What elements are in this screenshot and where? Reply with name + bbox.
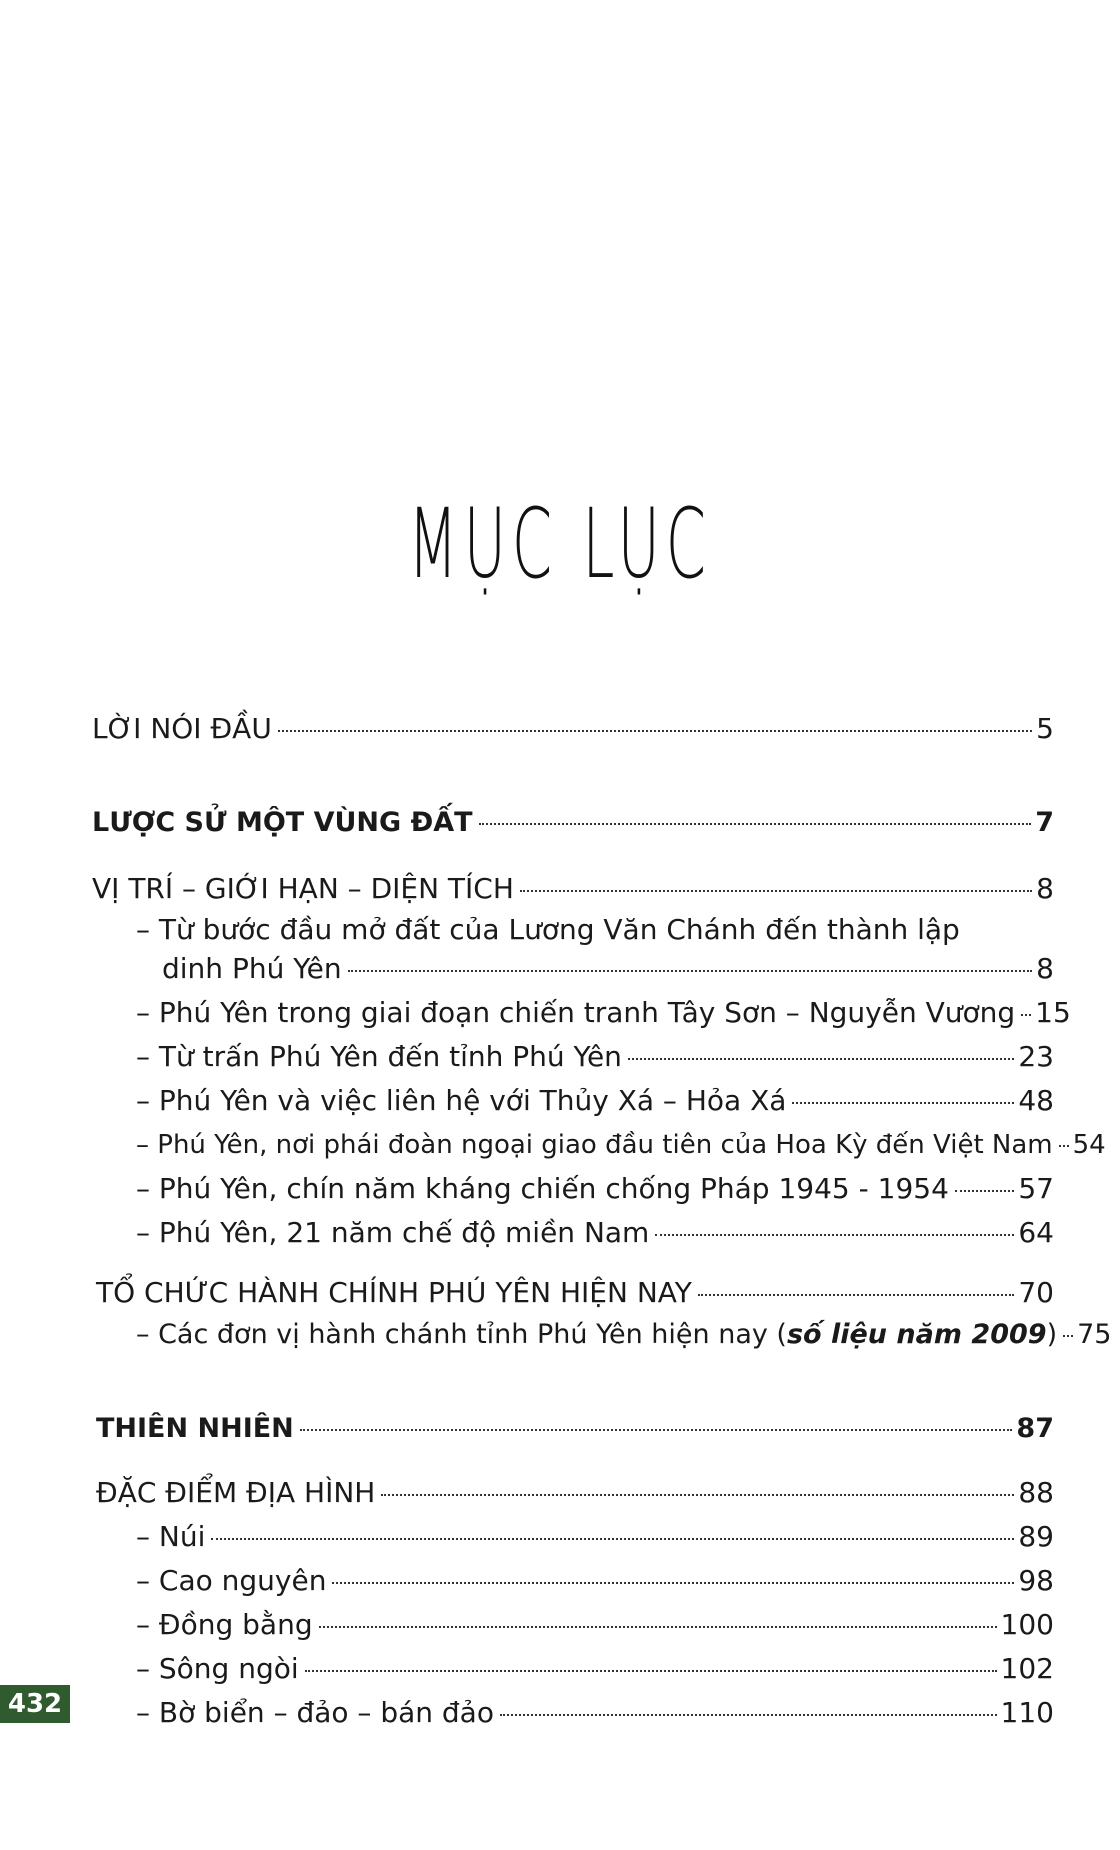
toc-entry-label: LƯỢC SỬ MỘT VÙNG ĐẤT [92, 807, 473, 838]
toc-entry-label [136, 1318, 1057, 1352]
toc-entry-hai-mot-nam[interactable] [136, 1216, 1054, 1250]
toc-entry-label: – Phú Yên và việc liên hệ với Thủy Xá – Hỏa Xá [136, 1084, 787, 1117]
dot-leader [300, 1429, 1013, 1431]
toc-entry-page: 57 [1018, 1172, 1054, 1205]
dot-leader [305, 1670, 997, 1672]
dot-leader [792, 1102, 1014, 1104]
dot-leader [1063, 1335, 1073, 1337]
toc-entry-page: 8 [1036, 872, 1054, 905]
toc-entry-bo-bien[interactable] [136, 1696, 1054, 1730]
toc-entry-page: 87 [1016, 1413, 1054, 1444]
dot-leader [332, 1582, 1014, 1584]
toc-entry-tu-buoc-dau[interactable] [162, 952, 1054, 986]
toc-entry-dong-bang[interactable] [136, 1608, 1054, 1642]
toc-entry-page: 102 [1000, 1652, 1054, 1685]
toc-entry-page: 100 [1000, 1608, 1054, 1641]
dot-leader [278, 730, 1032, 732]
dot-leader [520, 890, 1032, 892]
dot-leader [479, 823, 1032, 825]
dot-leader [698, 1294, 1015, 1296]
dot-leader [655, 1234, 1014, 1236]
toc-entry-label: – Từ trấn Phú Yên đến tỉnh Phú Yên [136, 1040, 622, 1073]
toc-entry-thien-nhien[interactable] [96, 1412, 1054, 1446]
toc-entry-page: 48 [1018, 1084, 1054, 1117]
toc-entry-vi-tri[interactable] [92, 872, 1054, 906]
dot-leader [1021, 1014, 1031, 1016]
toc-entry-label: – Đồng bằng [136, 1608, 313, 1641]
toc-entry-tu-buoc-dau-line1[interactable]: – Từ bước đầu mở đất của Lương Văn Chánh đến thành lập [136, 913, 960, 946]
toc-entry-page: 88 [1018, 1476, 1054, 1509]
toc-entry-page: 5 [1036, 712, 1054, 745]
toc-entry-page: 54 [1072, 1130, 1106, 1160]
toc-entry-label: – Bờ biển – đảo – bán đảo [136, 1696, 494, 1729]
toc-entry-tu-tran[interactable] [136, 1040, 1054, 1074]
toc-entry-label: THIÊN NHIÊN [96, 1413, 294, 1444]
dot-leader [319, 1626, 997, 1628]
toc-entry-label: – Phú Yên, chín năm kháng chiến chống Pháp 1945 - 1954 [136, 1172, 949, 1205]
toc-entry-label: – Sông ngòi [136, 1652, 299, 1685]
toc-entry-dia-hinh[interactable] [96, 1476, 1054, 1510]
toc-entry-label: – Phú Yên, 21 năm chế độ miền Nam [136, 1216, 650, 1249]
toc-entry-label: – Núi [136, 1520, 206, 1553]
toc-entry-label-emphasis: số liệu năm 2009 [786, 1319, 1047, 1350]
page-title: MỤC LỤC [408, 488, 712, 600]
toc-entry-page: 110 [1000, 1696, 1054, 1729]
toc-entry-cao-nguyen[interactable] [136, 1564, 1054, 1598]
toc-entry-label: VỊ TRÍ – GIỚI HẠN – DIỆN TÍCH [92, 872, 514, 905]
toc-entry-label: TỔ CHỨC HÀNH CHÍNH PHÚ YÊN HIỆN NAY [96, 1276, 692, 1309]
toc-entry-page: 7 [1035, 807, 1054, 838]
toc-entry-to-chuc[interactable] [96, 1276, 1054, 1310]
toc-entry-label: – Cao nguyên [136, 1564, 327, 1597]
toc-entry-label-a: – Các đơn vị hành chánh tỉnh Phú Yên hiện nay ( [136, 1319, 787, 1350]
toc-entry-label-b: ) [1046, 1319, 1058, 1350]
toc-entry-hoa-ky[interactable] [136, 1128, 1106, 1162]
toc-entry-song-ngoi[interactable] [136, 1652, 1054, 1686]
toc-entry-page: 89 [1018, 1520, 1054, 1553]
dot-leader [381, 1494, 1014, 1496]
toc-entry-label: – Phú Yên, nơi phái đoàn ngoại giao đầu tiên của Hoa Kỳ đến Việt Nam [136, 1130, 1053, 1160]
toc-entry-page: 8 [1036, 952, 1054, 985]
toc-entry-label: LỜI NÓI ĐẦU [92, 712, 272, 745]
dot-leader [500, 1714, 997, 1716]
toc-entry-page: 75 [1077, 1319, 1112, 1350]
dot-leader [955, 1190, 1014, 1192]
toc-entry-tay-son[interactable] [136, 996, 1071, 1030]
page-number-badge: 432 [0, 1685, 70, 1723]
toc-entry-page: 70 [1018, 1276, 1054, 1309]
toc-entry-loi-noi-dau[interactable] [92, 712, 1054, 746]
toc-entry-page: 23 [1018, 1040, 1054, 1073]
toc-entry-label: ĐẶC ĐIỂM ĐỊA HÌNH [96, 1476, 376, 1509]
toc-entry-luoc-su[interactable] [92, 806, 1054, 840]
toc-entry-thuy-xa[interactable] [136, 1084, 1054, 1118]
toc-entry-nui[interactable] [136, 1520, 1054, 1554]
toc-entry-page: 64 [1018, 1216, 1054, 1249]
dot-leader [348, 970, 1033, 972]
dot-leader [1059, 1145, 1069, 1147]
toc-entry-chin-nam[interactable] [136, 1172, 1054, 1206]
dot-leader [211, 1538, 1014, 1540]
dot-leader [628, 1058, 1014, 1060]
toc-entry-don-vi[interactable] [136, 1318, 1112, 1352]
toc-entry-page: 98 [1018, 1564, 1054, 1597]
toc-entry-label: – Phú Yên trong giai đoạn chiến tranh Tây Sơn – Nguyễn Vương [136, 996, 1016, 1029]
toc-entry-label: dinh Phú Yên [162, 952, 342, 985]
toc-entry-page: 15 [1035, 996, 1071, 1029]
